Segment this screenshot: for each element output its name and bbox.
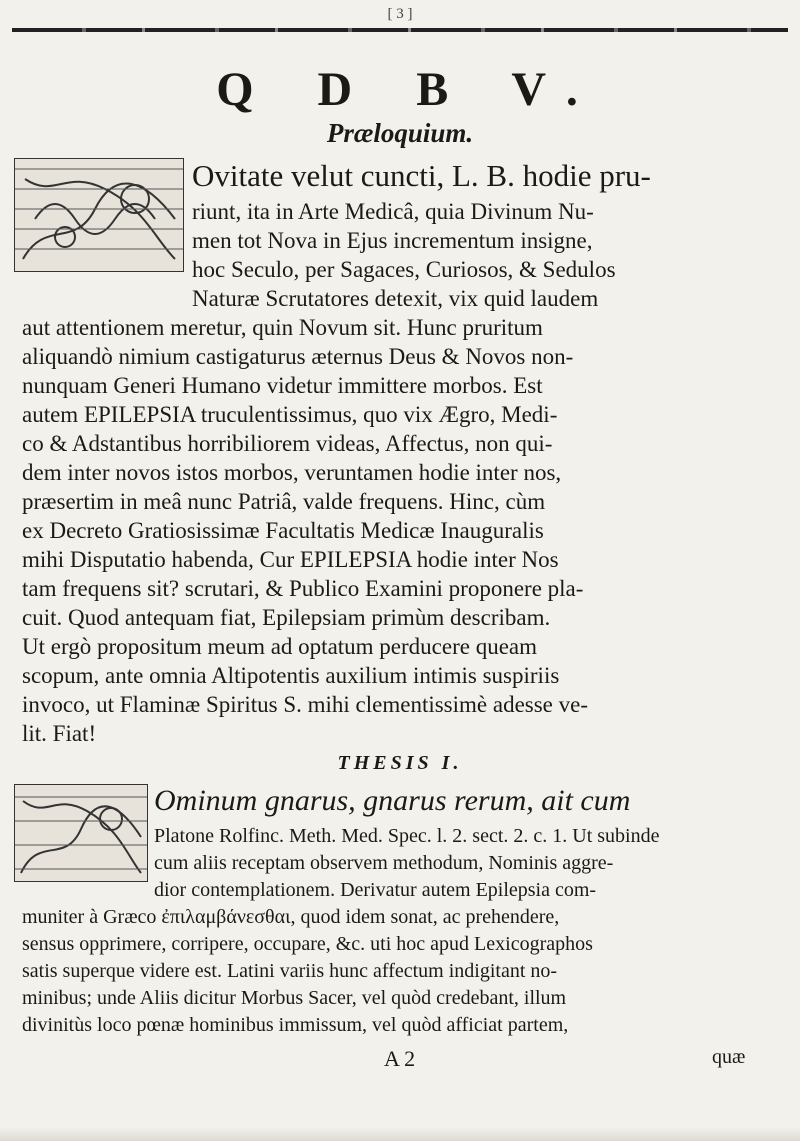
- preface-line: invoco, ut Flaminæ Spiritus S. mihi clementissimè adesse ve-: [22, 692, 589, 717]
- preface-line: aut attentionem meretur, quin Novum sit. Hunc pruritum: [22, 315, 543, 340]
- preface-line: Naturæ Scrutatores detexit, vix quid laudem: [192, 286, 599, 311]
- thesis-line: satis superque videre est. Latini variis hunc affectum indigitant no-: [22, 960, 558, 982]
- decorative-initial-ornament-icon: [14, 158, 184, 272]
- thesis-line: muniter à Græco ἐπιλαμβάνεσθαι, quod idem sonat, ac prehendere,: [22, 906, 560, 928]
- preface-line: Ovitate velut cuncti, L. B. hodie pru-: [192, 158, 651, 193]
- thesis-heading: THESIS I.: [337, 752, 463, 774]
- preface-line: lit. Fiat!: [22, 721, 97, 746]
- thesis-line: divinitùs loco pœnæ hominibus immissum, vel quòd afficiat partem,: [22, 1014, 569, 1036]
- thesis-line: cum aliis receptam observem methodum, Nominis aggre-: [154, 852, 614, 874]
- preface-line: autem EPILEPSIA truculentissimus, quo vix Ægro, Medi-: [22, 402, 558, 427]
- preface-line: dem inter novos istos morbos, veruntamen hodie inter nos,: [22, 460, 562, 485]
- catchword: quæ: [712, 1046, 746, 1068]
- preface-line: mihi Disputatio habenda, Cur EPILEPSIA hodie inter Nos: [22, 547, 559, 572]
- preface-line: ex Decreto Gratiosissimæ Facultatis Medicæ Inauguralis: [22, 518, 544, 543]
- top-rule: [12, 28, 788, 32]
- decorative-initial-ornament-icon: [14, 784, 148, 882]
- preface-line: tam frequens sit? scrutari, & Publico Examini proponere pla-: [22, 576, 584, 601]
- thesis-line: sensus opprimere, corripere, occupare, &c. uti hoc apud Lexicographos: [22, 933, 593, 955]
- preface-line: co & Adstantibus horribiliorem videas, Affectus, non qui-: [22, 431, 553, 456]
- preface-line: cuit. Quod antequam fiat, Epilepsiam primùm describam.: [22, 605, 551, 630]
- page-footer: [0, 1046, 800, 1076]
- thesis-line: Platone Rolfinc. Meth. Med. Spec. l. 2. sect. 2. c. 1. Ut subinde: [154, 825, 660, 847]
- preface-line: aliquandò nimium castigaturus æternus Deus & Novos non-: [22, 344, 574, 369]
- signature-mark: A 2: [384, 1046, 416, 1071]
- preface-line: nunquam Generi Humano videtur immittere morbos. Est: [22, 373, 543, 398]
- page-number: [ 3 ]: [387, 6, 413, 22]
- preface-line: præsertim in meâ nunc Patriâ, valde frequens. Hinc, cùm: [22, 489, 546, 514]
- preface-line: hoc Seculo, per Sagaces, Curiosos, & Sedulos: [192, 257, 616, 282]
- preface-line: riunt, ita in Arte Medicâ, quia Divinum Nu-: [192, 199, 594, 224]
- preface-heading: Præloquium.: [326, 118, 474, 148]
- thesis-line: Ominum gnarus, gnarus rerum, ait cum: [154, 784, 631, 817]
- preface-line: Ut ergò propositum meum ad optatum perducere queam: [22, 634, 538, 659]
- preface-line: scopum, ante omnia Altipotentis auxilium intimis suspiriis: [22, 663, 560, 688]
- preface-line: men tot Nova in Ejus incrementum insigne,: [192, 228, 593, 253]
- page-bottom-edge: [0, 1127, 800, 1141]
- thesis-line: dior contemplationem. Derivatur autem Epilepsia com-: [154, 879, 597, 901]
- page-title: Q D B V.: [216, 63, 604, 116]
- thesis-line: minibus; unde Aliis dicitur Morbus Sacer, vel quòd credebant, illum: [22, 987, 567, 1009]
